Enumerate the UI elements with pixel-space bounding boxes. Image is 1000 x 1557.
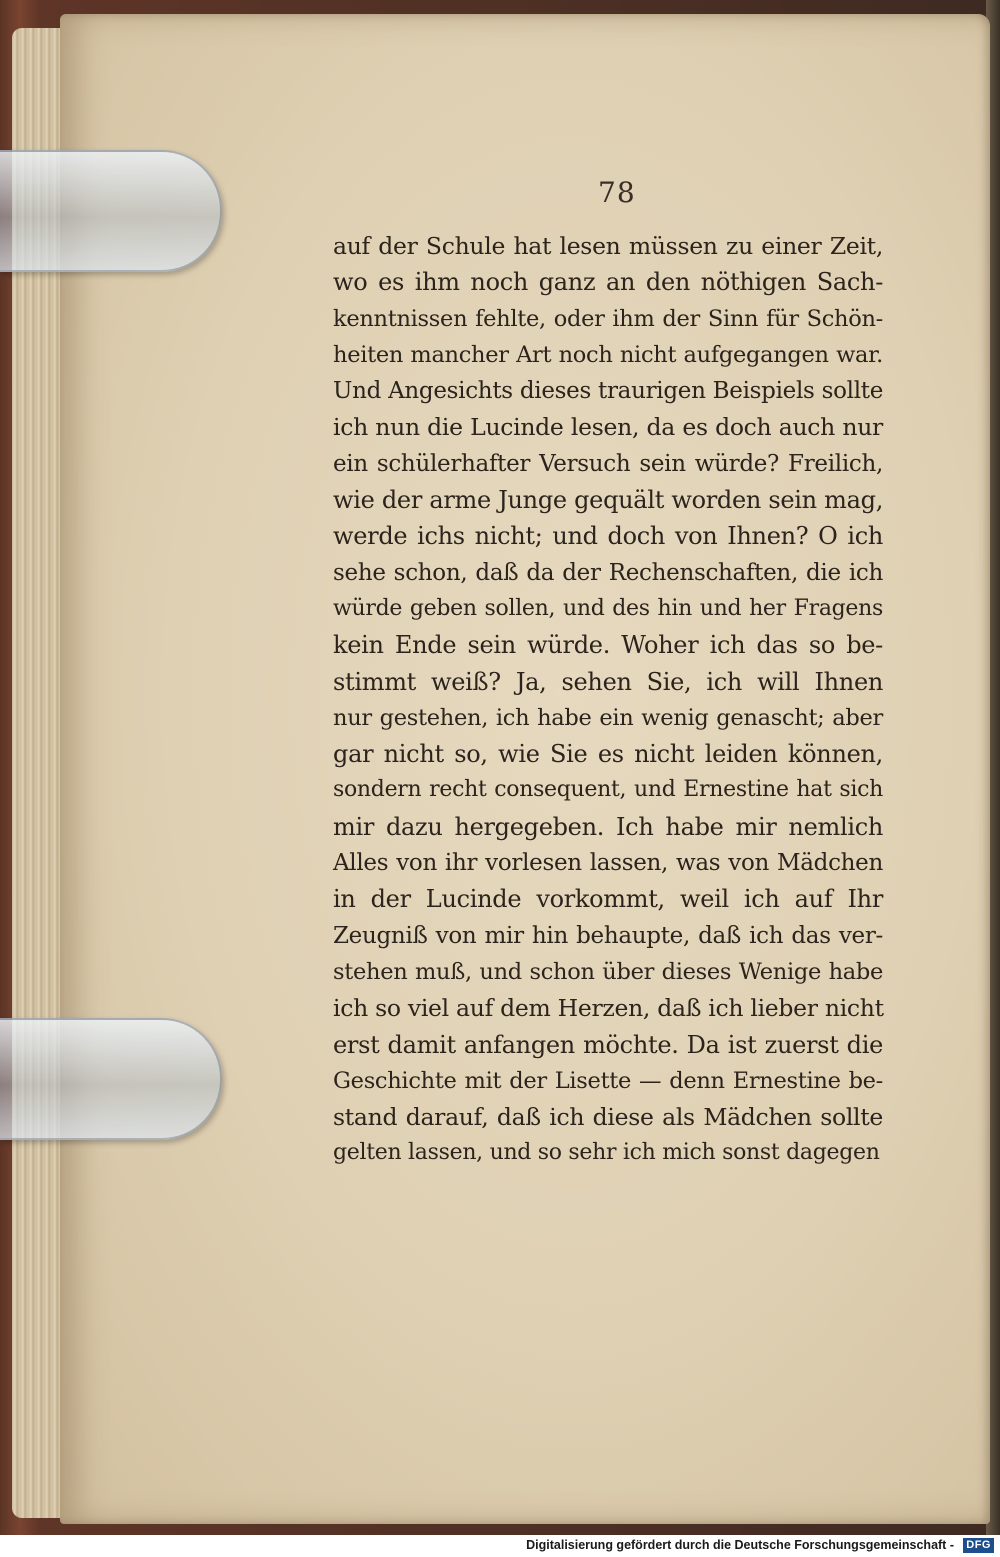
text-line: Und Angesichts dieses traurigen Beispiels sollte <box>333 378 883 405</box>
text-line: heiten mancher Art noch nicht aufgegangen war. <box>333 341 883 368</box>
text-line: in der Lucinde vorkommt, weil ich auf Ihr <box>333 885 883 914</box>
text-line: Zeugniß von mir hin behaupte, daß ich das ver- <box>333 922 883 949</box>
text-line: stand darauf, daß ich diese als Mädchen sollte <box>333 1103 883 1132</box>
text-line: ein schülerhafter Versuch sein würde? Freilich, <box>333 450 883 477</box>
text-line: gar nicht so, wie Sie es nicht leiden können, <box>333 740 883 769</box>
text-line: kein Ende sein würde. Woher ich das so be- <box>333 631 883 660</box>
text-line: nur gestehen, ich habe ein wenig genascht; aber <box>333 704 883 731</box>
body-text <box>333 228 883 1172</box>
text-line: Alles von ihr vorlesen lassen, was von Mädchen <box>333 850 883 877</box>
text-line: würde geben sollen, und des hin und her Fragens <box>333 595 883 621</box>
text-line: wo es ihm noch ganz an den nöthigen Sach- <box>333 268 883 297</box>
text-line: gelten lassen, und so sehr ich mich sonst dagegen <box>333 1140 880 1166</box>
footer-credit: Digitalisierung gefördert durch die Deutsche Forschungsgemeinschaft - <box>526 1538 954 1552</box>
book-clamp-top <box>0 150 222 272</box>
text-line: erst damit anfangen möchte. Da ist zuerst die <box>333 1030 883 1059</box>
text-line: Geschichte mit der Lisette — denn Ernestine be- <box>333 1067 883 1094</box>
book-clamp-bottom <box>0 1018 222 1140</box>
text-line: ich so viel auf dem Herzen, daß ich lieber nicht <box>333 994 884 1023</box>
text-line: auf der Schule hat lesen müssen zu einer Zeit, <box>333 232 883 260</box>
text-line: mir dazu hergegeben. Ich habe mir nemlich <box>333 812 883 841</box>
text-line: sehe schon, daß da der Rechenschaften, die ich <box>333 559 883 586</box>
footer-bar <box>0 1535 1000 1557</box>
text-line: werde ichs nicht; und doch von Ihnen? O ich <box>333 522 883 551</box>
text-line: wie der arme Junge gequält worden sein mag, <box>333 486 884 515</box>
text-line: stehen muß, und schon über dieses Wenige habe <box>333 958 883 985</box>
text-line: sondern recht consequent, und Ernestine hat sich <box>333 777 883 803</box>
text-line: ich nun die Lucinde lesen, da es doch auch nur <box>333 413 883 442</box>
text-line: stimmt weiß? Ja, sehen Sie, ich will Ihnen <box>333 667 883 696</box>
dfg-logo: DFG <box>963 1538 994 1553</box>
page-number: 78 <box>598 176 636 209</box>
text-line: kenntnissen fehlte, oder ihm der Sinn für Schön- <box>333 305 883 332</box>
